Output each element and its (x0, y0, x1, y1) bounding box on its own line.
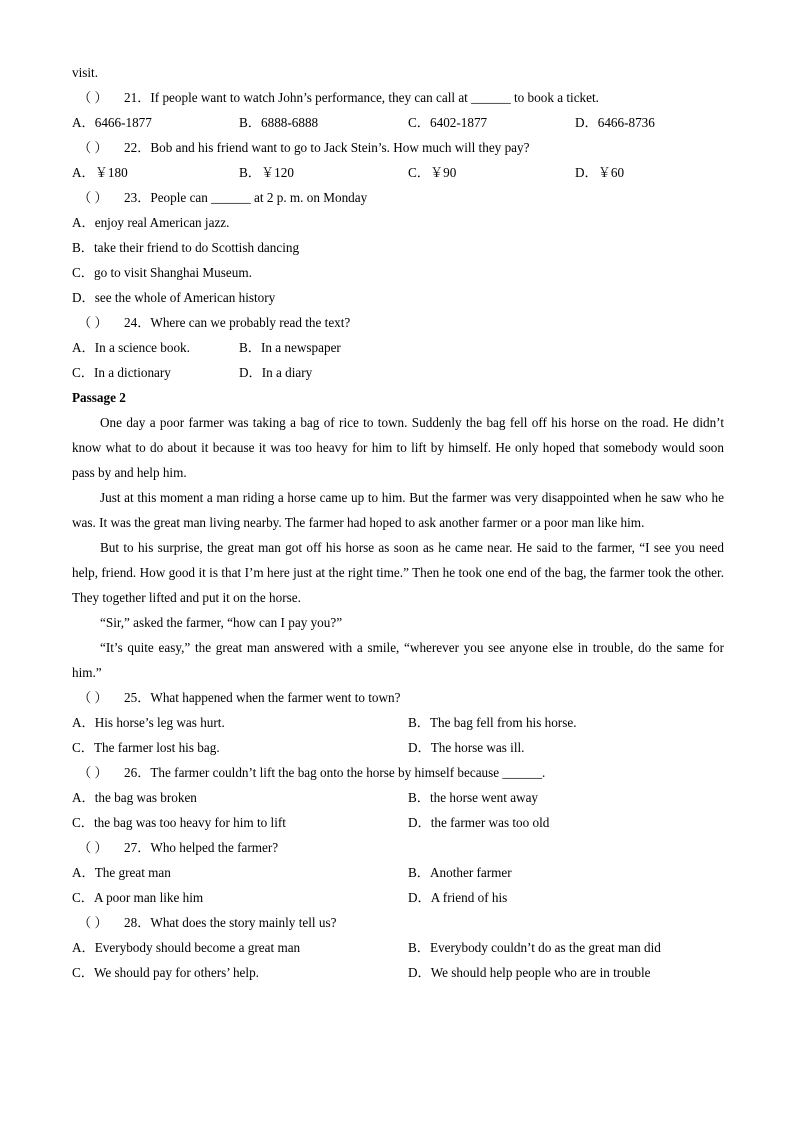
option-b[interactable]: B．take their friend to do Scottish dancing (72, 240, 300, 255)
answer-blank[interactable]: （ ） (78, 90, 108, 105)
option-a[interactable]: A．Everybody should become a great man (72, 940, 301, 955)
option-b[interactable]: B．The bag fell from his horse. (408, 715, 577, 730)
option-b[interactable]: B．￥120 (239, 165, 294, 180)
options-row-24-ab (72, 335, 724, 360)
answer-blank[interactable]: （ ） (78, 690, 108, 705)
options-row-28-cd (72, 960, 724, 985)
options-row-26-ab (72, 785, 724, 810)
option-c[interactable]: C．We should pay for others’ help. (72, 965, 259, 980)
option-d[interactable]: D．The horse was ill. (408, 740, 525, 755)
question-stem: 23．People can ______ at 2 p. m. on Monday (124, 190, 368, 205)
passage-paragraph: “Sir,” asked the farmer, “how can I pay you?” (100, 615, 343, 630)
passage-paragraph: One day a poor farmer was taking a bag of rice to town. Suddenly the bag fell off his horse on the road. He didn’t know what to do about it because it was too heavy for him to lift by himself. He only hoped that somebody would soon pass by and help him. (72, 415, 724, 480)
option-c[interactable]: C．￥90 (408, 165, 457, 180)
option-a[interactable]: A．￥180 (72, 165, 128, 180)
option-c[interactable]: C．In a dictionary (72, 365, 171, 380)
option-d[interactable]: D．6466-8736 (575, 115, 655, 130)
option-d[interactable]: D．see the whole of American history (72, 290, 276, 305)
question-stem: 22．Bob and his friend want to go to Jack Stein’s. How much will they pay? (124, 140, 530, 155)
question-25 (72, 685, 724, 710)
options-row-25-cd (72, 735, 724, 760)
question-stem: 24．Where can we probably read the text? (124, 315, 351, 330)
options-row-27-ab (72, 860, 724, 885)
option-b[interactable]: B．6888-6888 (239, 115, 319, 130)
options-row-28-ab (72, 935, 724, 960)
worksheet-page (72, 60, 724, 985)
answer-blank[interactable]: （ ） (78, 915, 108, 930)
question-27 (72, 835, 724, 860)
answer-blank[interactable]: （ ） (78, 315, 108, 330)
option-a[interactable]: A．the bag was broken (72, 790, 197, 805)
passage-paragraph: Just at this moment a man riding a horse came up to him. But the farmer was very disappointed when he saw who he was. It was the great man living nearby. The farmer had hoped to ask another farmer or a poor man like him. (72, 490, 724, 530)
option-b[interactable]: B．the horse went away (408, 790, 539, 805)
option-a[interactable]: A．The great man (72, 865, 171, 880)
passage-title: Passage 2 (72, 390, 126, 405)
option-a[interactable]: A．In a science book. (72, 340, 190, 355)
options-row-26-cd (72, 810, 724, 835)
question-22 (72, 135, 724, 160)
options-row-22 (72, 160, 724, 185)
option-c[interactable]: C．The farmer lost his bag. (72, 740, 220, 755)
answer-blank[interactable]: （ ） (78, 840, 108, 855)
options-row-21 (72, 110, 724, 135)
option-d[interactable]: D．In a diary (239, 365, 313, 380)
option-c[interactable]: C．the bag was too heavy for him to lift (72, 815, 286, 830)
option-b[interactable]: B．Another farmer (408, 865, 512, 880)
question-stem: 21．If people want to watch John’s performance, they can call at ______ to book a ticket. (124, 90, 599, 105)
option-a[interactable]: A．His horse’s leg was hurt. (72, 715, 225, 730)
option-d[interactable]: D．the farmer was too old (408, 815, 550, 830)
question-stem: 27．Who helped the farmer? (124, 840, 279, 855)
options-row-27-cd (72, 885, 724, 910)
question-28 (72, 910, 724, 935)
answer-blank[interactable]: （ ） (78, 765, 108, 780)
question-24 (72, 310, 724, 335)
question-21 (72, 85, 724, 110)
question-stem: 28．What does the story mainly tell us? (124, 915, 337, 930)
options-row-24-cd (72, 360, 724, 385)
option-c[interactable]: C．go to visit Shanghai Museum. (72, 265, 252, 280)
question-stem: 26．The farmer couldn’t lift the bag onto the horse by himself because ______. (124, 765, 546, 780)
option-d[interactable]: D．A friend of his (408, 890, 508, 905)
option-b[interactable]: B．In a newspaper (239, 340, 341, 355)
option-b[interactable]: B．Everybody couldn’t do as the great man did (408, 940, 661, 955)
option-c[interactable]: C．6402-1877 (408, 115, 488, 130)
question-23 (72, 185, 724, 210)
option-d[interactable]: D．￥60 (575, 165, 625, 180)
answer-blank[interactable]: （ ） (78, 140, 108, 155)
question-stem: 25．What happened when the farmer went to town? (124, 690, 401, 705)
option-d[interactable]: D．We should help people who are in trouble (408, 965, 651, 980)
option-c[interactable]: C．A poor man like him (72, 890, 204, 905)
option-a[interactable]: A．enjoy real American jazz. (72, 215, 230, 230)
previous-text-fragment: visit. (72, 65, 99, 80)
passage-paragraph: But to his surprise, the great man got off his horse as soon as he came near. He said to the farmer, “I see you need help, friend. How good it is that I’m here just at the right time.” Then he took one end of the bag, the farmer took the other. They together lifted and put it on the horse. (72, 540, 724, 605)
question-26 (72, 760, 724, 785)
passage-paragraph: “It’s quite easy,” the great man answered with a smile, “wherever you see anyone else in trouble, do the same for him.” (72, 640, 724, 680)
answer-blank[interactable]: （ ） (78, 190, 108, 205)
option-a[interactable]: A．6466-1877 (72, 115, 152, 130)
options-row-25-ab (72, 710, 724, 735)
